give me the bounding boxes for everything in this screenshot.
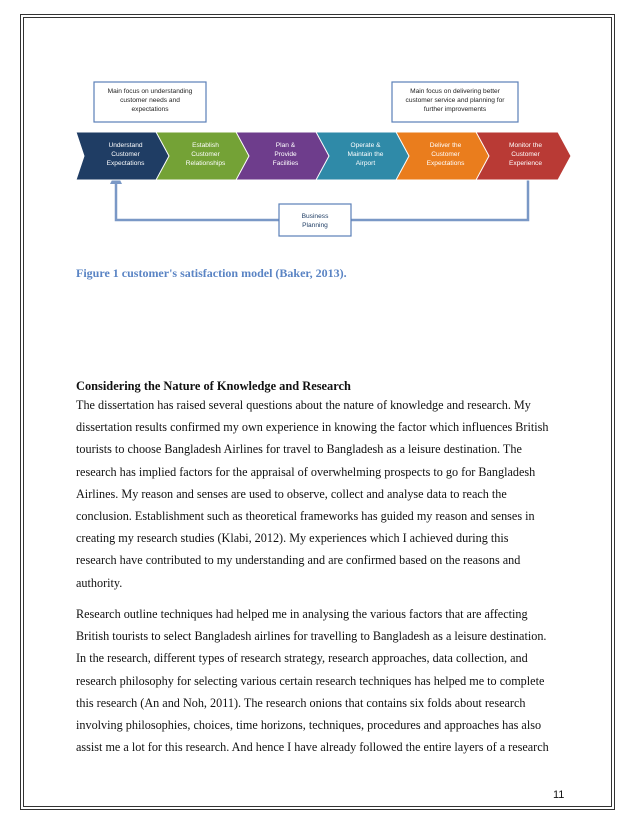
diagram-text-line: further improvements bbox=[423, 106, 487, 113]
loop-arrow-left bbox=[116, 182, 279, 220]
paragraph-line: Research outline techniques had helped me in analysing the various factors that are affecting bbox=[76, 607, 528, 621]
figure-caption: Figure 1 customer's satisfaction model (Baker, 2013). bbox=[76, 266, 347, 280]
paragraph-1 bbox=[76, 394, 568, 594]
diagram-text-line: Main focus on understanding bbox=[107, 88, 193, 95]
diagram-text-line: Airport bbox=[355, 160, 376, 167]
process-step-label bbox=[427, 142, 465, 167]
diagram-text-line: expectations bbox=[131, 106, 169, 113]
paragraph-line: this research (An and Noh, 2011). The research onions that contains six folds about research bbox=[76, 695, 526, 710]
section-heading: Considering the Nature of Knowledge and Research bbox=[76, 379, 351, 393]
diagram-text-line: Establish bbox=[192, 142, 219, 149]
diagram-text-line: customer needs and bbox=[120, 97, 180, 104]
paragraph-line: Airlines. My reason and senses are used to observe, collect and analyse data to reach the bbox=[76, 486, 507, 501]
diagram-text-line: Monitor the bbox=[509, 142, 542, 149]
diagram-text-line: customer service and planning for bbox=[405, 97, 505, 104]
business-planning-box bbox=[279, 204, 351, 236]
diagram-text-line: Facilities bbox=[272, 160, 299, 167]
diagram-text-line: Main focus on delivering better bbox=[410, 88, 500, 95]
diagram-text-line: Operate & bbox=[350, 142, 381, 149]
customer-satisfaction-diagram bbox=[60, 76, 580, 254]
diagram-text-line: Planning bbox=[302, 222, 328, 229]
paragraph-line: tourists to choose Bangladesh Airlines for travel to Bangladesh as a leisure destination. The bbox=[76, 442, 522, 457]
paragraph-line: research has implied factors for the appraisal of overwhelming prospects to go for Bangladesh bbox=[76, 464, 536, 479]
paragraph-line: research philosophy for selecting various certain research techniques has helped me to complete bbox=[76, 673, 545, 688]
page-number: 11 bbox=[553, 789, 565, 801]
diagram-text-line: Customer bbox=[511, 151, 540, 158]
diagram-text-line: Customer bbox=[111, 151, 140, 158]
diagram-text-line: Plan & bbox=[275, 142, 296, 149]
paragraph-line: involving philosophies, choices, time horizons, techniques, procedures and approaches has also bbox=[76, 718, 542, 733]
paragraph-line: creating my research studies (Klabi, 2012). My experiences which I achieved during this bbox=[76, 531, 509, 546]
diagram-text-line: Business bbox=[301, 213, 329, 220]
diagram-text-line: Expectations bbox=[426, 160, 465, 167]
paragraph-line: British tourists to select Bangladesh airlines for travelling to Bangladesh as a leisure destination. bbox=[76, 629, 547, 644]
paragraph-line: research have contributed to my understanding and are confirmed based on the reasons and bbox=[76, 553, 521, 568]
paragraph-line: authority. bbox=[76, 575, 123, 590]
process-step-label bbox=[273, 142, 299, 167]
process-step-label bbox=[107, 142, 145, 167]
paragraph-line: assist me a lot for this research. And hence I have already followed the entire layers of a research bbox=[76, 740, 549, 755]
diagram-text-line: Relationships bbox=[185, 160, 226, 167]
diagram-text-line: Maintain the bbox=[347, 151, 384, 158]
process-step-label bbox=[509, 142, 542, 167]
diagram-text-line: Customer bbox=[431, 151, 460, 158]
process-chevrons bbox=[76, 132, 571, 180]
paragraph-line: conclusion. Establishment such as theoretical frameworks has guided my reason and senses in bbox=[76, 509, 535, 524]
diagram-text-line: Customer bbox=[191, 151, 220, 158]
paragraph-2 bbox=[76, 603, 568, 758]
paragraph-line: The dissertation has raised several questions about the nature of knowledge and research. My bbox=[76, 398, 531, 412]
diagram-text-line: Experience bbox=[509, 160, 542, 167]
diagram-text-line: Provide bbox=[274, 151, 297, 158]
paragraph-line: dissertation results confirmed my own experience in knowing the factor which influences British bbox=[76, 420, 549, 435]
diagram-text-line: Understand bbox=[108, 142, 143, 149]
paragraph-line: In the research, different types of research strategy, research approaches, data collection, and bbox=[76, 651, 528, 666]
diagram-text-line: Deliver the bbox=[429, 142, 462, 149]
diagram-text-line: Expectations bbox=[106, 160, 145, 167]
